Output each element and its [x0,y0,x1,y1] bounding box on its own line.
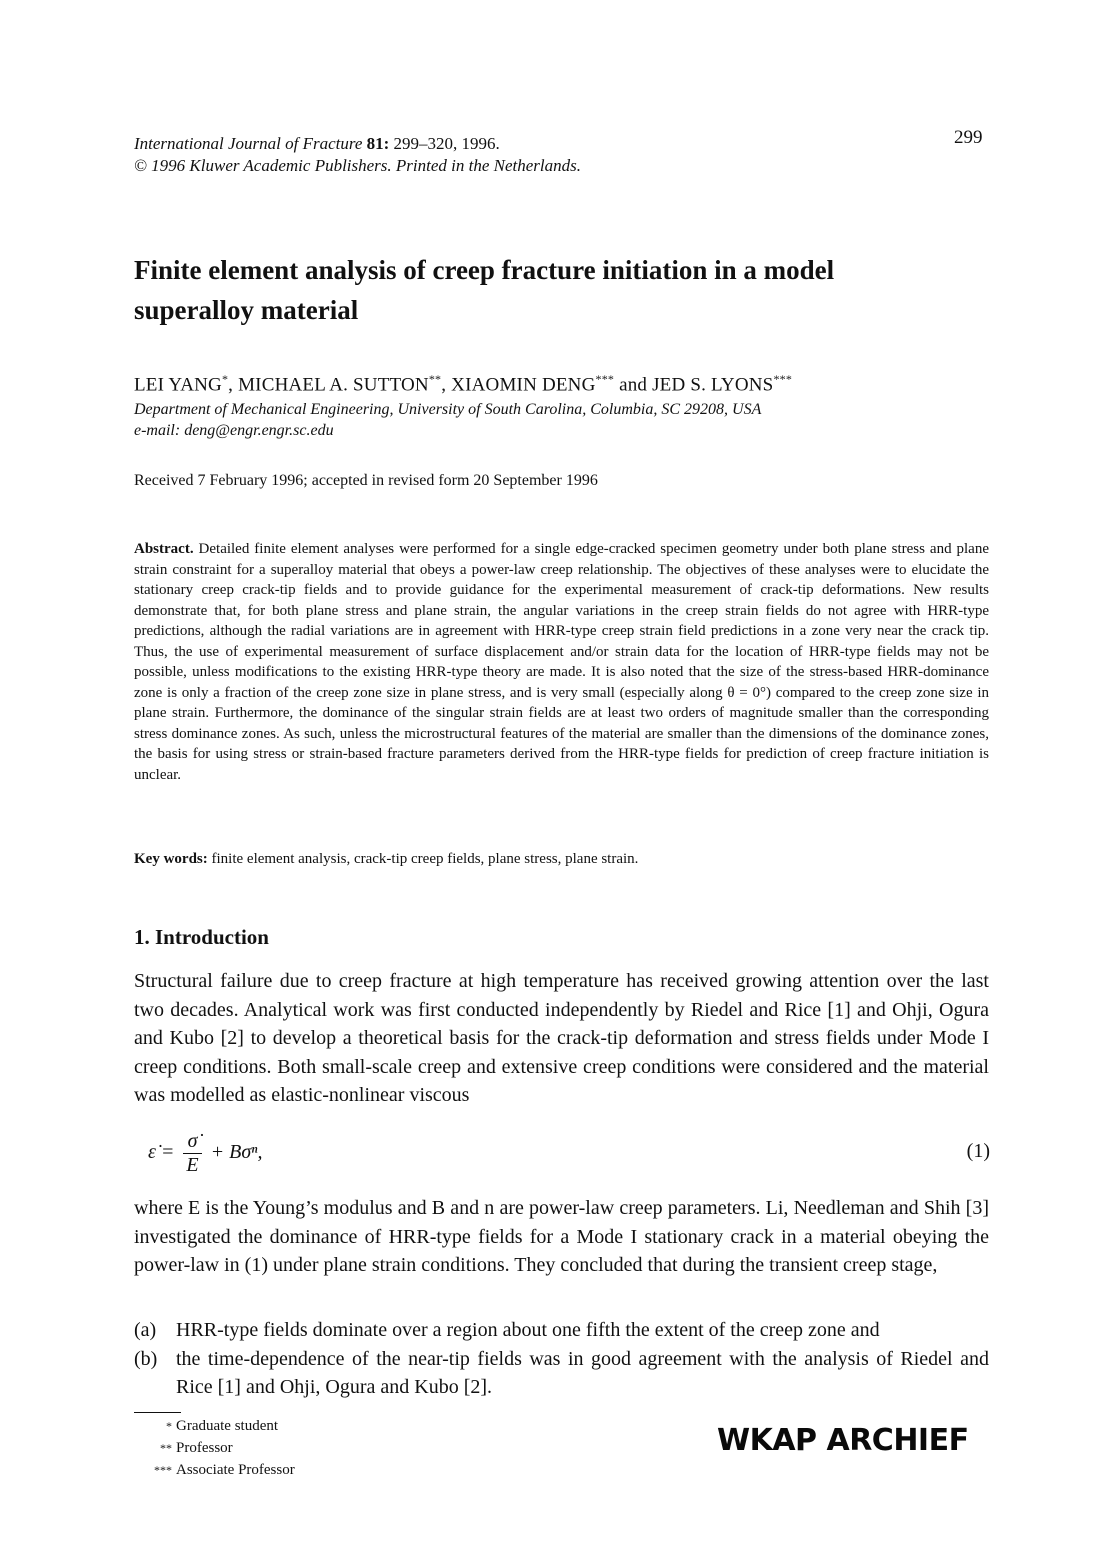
intro-paragraph-1: Structural failure due to creep fracture at high temperature has received growing attention over the last two decades. Analytical work was first conducted independently by Riedel and Rice [1] and Ohji, Ogura and Kubo [2] to develop a theoretical basis for the crack-tip deformation and stress fields under Mode I creep conditions. Both small-scale creep and extensive creep conditions were considered and the material was modelled as elastic-nonlinear viscous [134,970,989,1106]
journal-volume: 81: [366,134,390,153]
author-mark: *** [595,372,615,386]
author-name: JED S. LYONS [652,374,774,396]
equation-rhs: + Bσⁿ, [210,1141,263,1164]
journal-name: International Journal of Fracture [134,134,363,153]
keywords [134,851,638,868]
equation-fraction [183,1130,201,1177]
footnote-mark: ** [160,1441,172,1455]
journal-pages: 299–320, 1996. [393,134,500,153]
author-name: LEI YANG [134,374,222,396]
email-address: e-mail: deng@engr.engr.sc.edu [134,422,334,439]
copyright-line: © 1996 Kluwer Academic Publishers. Printed in the Netherlands. [134,156,582,175]
journal-citation [134,133,581,177]
equation-1 [148,1122,990,1184]
footnote [134,1437,295,1459]
author-list: LEI YANG*, MICHAEL A. SUTTON**, XIAOMIN DENG*** and JED S. LYONS*** [134,372,793,396]
received-date: Received 7 February 1996; accepted in revised form 20 September 1996 [134,472,598,489]
footnote [134,1459,295,1481]
section-heading: 1. Introduction [134,925,269,949]
list-marker: (a) [134,1319,157,1341]
footnote-text: Professor [176,1440,233,1456]
equation-expression [148,1130,262,1177]
list-text: the time-dependence of the near-tip fields was in good agreement with the analysis of Riedel and Rice [1] and Ohji, Ogura and Kubo [2]. [176,1347,989,1398]
footnote-rule [134,1412,181,1413]
list-text: HRR-type fields dominate over a region about one fifth the extent of the creep zone and [176,1319,880,1341]
keywords-label: Key words: [134,851,208,867]
footnotes [134,1415,295,1481]
equation-numerator: σ̇ [183,1130,201,1154]
equation-number: (1) [966,1140,990,1162]
author-name: XIAOMIN DENG [451,374,596,396]
equation-denominator: E [186,1154,199,1176]
paper-title: Finite element analysis of creep fracture initiation in a model superalloy material [134,255,835,325]
footnote-mark: *** [154,1463,172,1477]
equation-lhs: ε̇ = [148,1141,175,1164]
affiliation: Department of Mechanical Engineering, University of South Carolina, Columbia, SC 29208, USA [134,401,762,418]
footnote-text: Graduate student [176,1418,279,1434]
archive-stamp: WKAP ARCHIEF [717,1423,969,1458]
author-mark: * [221,372,229,386]
abstract-label: Abstract. [134,541,194,557]
intro-paragraph-2: where E is the Young’s modulus and B and n are power-law creep parameters. Li, Needleman and Shih [3] investigated the dominance of HRR-type fields for a Mode I stationary crack in a material obeying the power-law in (1) under plane strain conditions. They concluded that during the transient creep stage, [134,1197,989,1276]
list-item [134,1316,989,1345]
abstract-text: Detailed finite element analyses were performed for a single edge-cracked specimen geometry under both plane stress and plane strain constraint for a superalloy material that obeys a power-law creep relationship. The objectives of these analyses were to elucidate the stationary creep crack-tip fields and to provide guidance for the experimental measurement of crack-tip deformations. New results demonstrate that, for both plane stress and plane strain, the angular variations in the creep strain fields do not agree with HRR-type predictions, although the radial variations are in agreement with HRR-type creep strain field predictions in a zone very near the crack tip. Thus, the use of experimental measurement of surface displacement and/or strain data for the location of HRR-type fields may not be possible, unless modifications to the existing HRR-type theory are made. It is also noted that the size of the stress-based HRR-dominance zone is only a fraction of the creep zone size in plane stress, and is very small (especially along θ = 0°) compared to the creep zone size in plane strain. Furthermore, the dominance of the singular strain fields are at least two orders of magnitude smaller than the corresponding stress dominance zones. As such, unless the microstructural features of the material are smaller than the dimensions of the dominance zones, the basis for using stress or strain-based fracture parameters derived from the HRR-type fields for prediction of creep fracture initiation is unclear. [134,541,989,783]
affiliation-block [134,399,761,441]
author-mark: ** [428,372,442,386]
journal-line [134,133,581,155]
page-number: 299 [954,127,983,148]
keywords-text: finite element analysis, crack-tip creep fields, plane stress, plane strain. [211,851,639,867]
author-mark: *** [773,372,793,386]
author-name: MICHAEL A. SUTTON [238,374,429,396]
footnote [134,1415,295,1437]
footnote-text: Associate Professor [176,1462,295,1478]
list-item [134,1345,989,1402]
abstract [134,539,989,785]
conclusion-list [134,1316,989,1402]
list-marker: (b) [134,1347,158,1370]
footnote-mark: * [166,1419,172,1433]
